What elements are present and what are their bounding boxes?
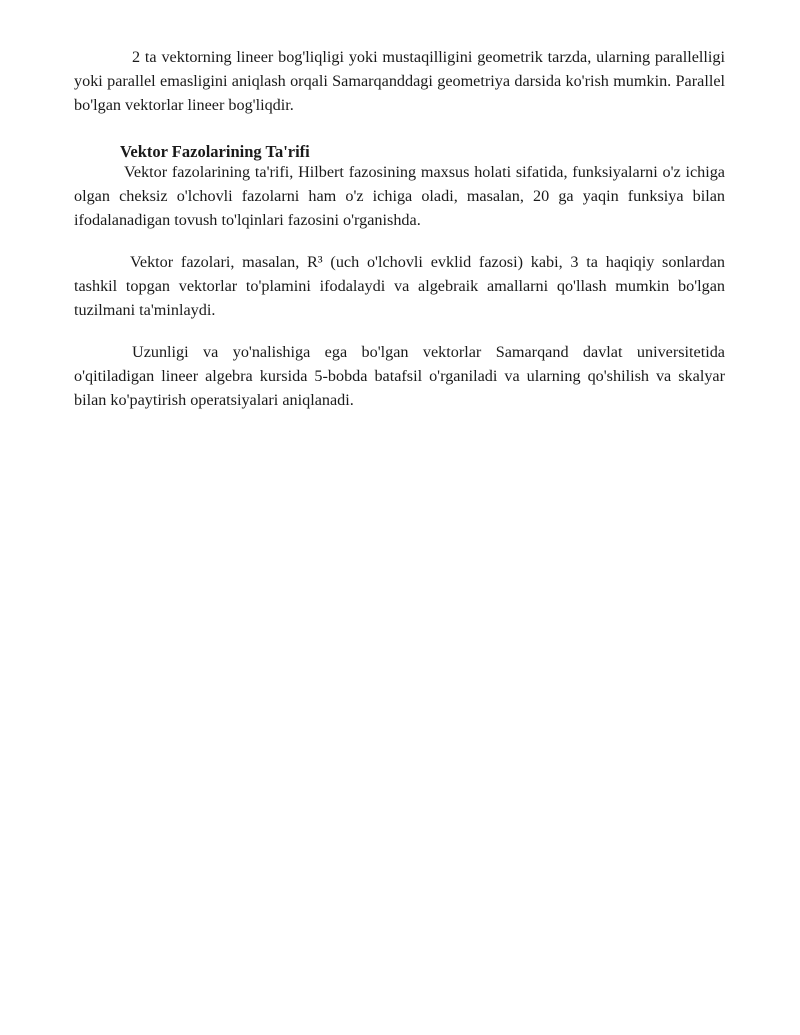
paragraph-vectors-course: Uzunligi va yo'nalishiga ega bo'lgan vektorlar Samarqand davlat universitetida o'qitiladigan lineer algebra kursida 5-bobda batafsil o'rganiladi va ularning qo'shilish va skalyar bilan ko'paytirish operatsiyalari aniqlanadi. bbox=[74, 343, 725, 409]
paragraph-linear-dependence: 2 ta vektorning lineer bog'liqligi yoki mustaqilligini geometrik tarzda, ularning parallelligi yoki parallel emasligini aniqlash orqali Samarqanddagi geometriya darsida ko'rish mumkin. Parallel bo'lgan vektorlar lineer bog'liqdir. bbox=[74, 48, 725, 114]
paragraph-vector-space-example: Vektor fazolari, masalan, R³ (uch o'lchovli evklid fazosi) kabi, 3 ta haqiqiy sonlardan tashkil topgan vektorlar to'plamini ifodalaydi va algebraik amallarni qo'llash mumkin bo'lgan tuzilmani ta'minlaydi. bbox=[74, 253, 725, 319]
section-heading: Vektor Fazolarining Ta'rifi bbox=[120, 142, 310, 161]
paragraph-vector-space-definition: Vektor fazolarining ta'rifi, Hilbert fazosining maxsus holati sifatida, funksiyalarni o'z ichiga olgan cheksiz o'lchovli fazolarni ham o'z ichiga oladi, masalan, 20 ga yaqin funksiya bilan ifodalanadigan tovush to'lqinlari fazosini o'rganishda. bbox=[74, 163, 725, 229]
